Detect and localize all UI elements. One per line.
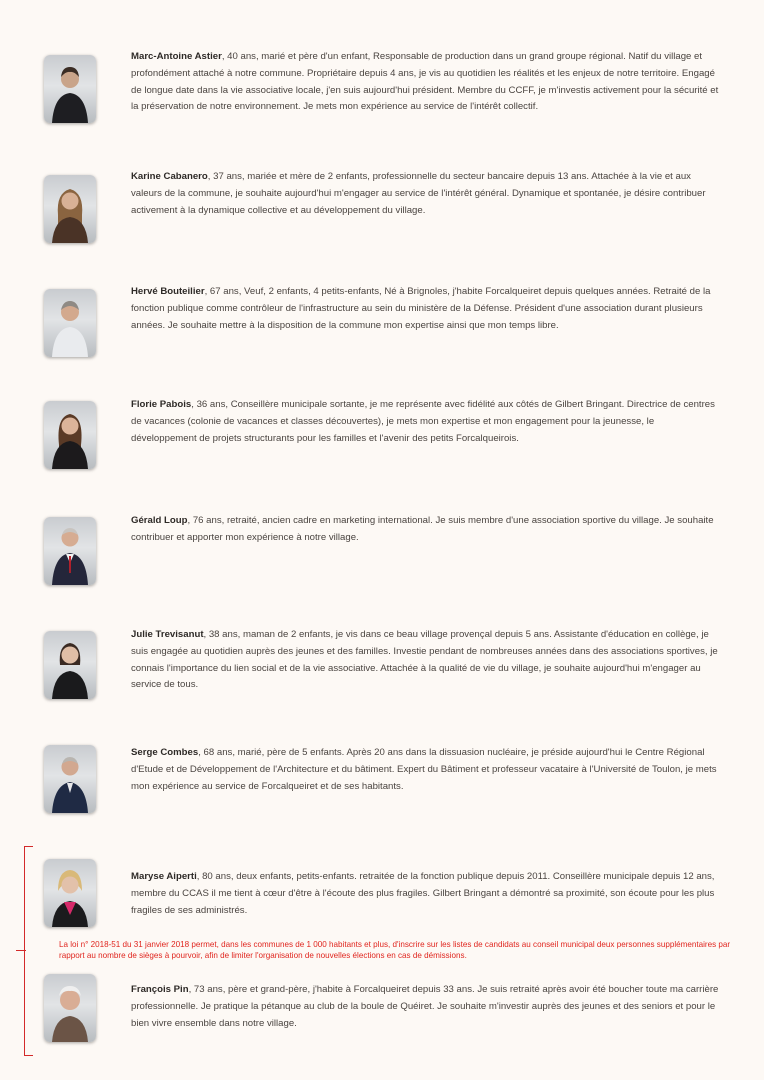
candidate-description: , 38 ans, maman de 2 enfants, je vis dans ce beau village provençal depuis 5 ans. Assistante d'éducation en collège, je suis engagée au quotidien auprès des jeunes et des familles. Investie pendant de nombreuses années dans des associations sportives, je connais l'importance du lien social et de la vie associative. Attachée à la qualité de vie du village, je souhaite aujourd'hui m'engager au service de tous.	[131, 629, 718, 691]
candidate-description: , 73 ans, père et grand-père, j'habite à Forcalqueiret depuis 33 ans. Je suis retraité après avoir été boucher toute ma carrière professionnelle. Je pratique la pétanque au club de la boule de Quéiret. Je souhaite m'investir auprès des jeunes et des seniors et pour le bien vivre ensemble dans notre village.	[131, 984, 719, 1029]
candidate-name: Marc-Antoine Astier	[131, 51, 222, 62]
candidate-bio	[131, 627, 721, 694]
portrait-photo	[44, 55, 96, 123]
portrait-photo	[44, 974, 96, 1042]
candidate-name: Florie Pabois	[131, 399, 192, 410]
candidate-description: , 67 ans, Veuf, 2 enfants, 4 petits-enfants, Né à Brignoles, j'habite Forcalqueiret depuis quelques années. Retraité de la fonction publique comme contrôleur de l'infrastructure au sein du ministère de la Défense. Président d'une association durant plusieurs années. Je souhaite mettre à la disposition de la commune mon expertise ainsi que mon temps libre.	[131, 286, 711, 331]
portrait-photo	[44, 631, 96, 699]
candidate-bio	[131, 397, 721, 447]
candidate-name: Karine Cabanero	[131, 171, 208, 182]
candidate-bio	[131, 982, 721, 1032]
candidate-bio	[131, 513, 721, 547]
portrait-photo	[44, 175, 96, 243]
candidate-bio	[131, 284, 721, 334]
candidate-description: , 68 ans, marié, père de 5 enfants. Après 20 ans dans la dissuasion nucléaire, je préside aujourd'hui le Centre Régional d'Etude et de Développement de l'Architecture et du bâtiment. Expert du Bâtiment et professeur vacataire à l'Université de Toulon, je mets mon expérience au service de Forcalqueiret et de ses habitants.	[131, 747, 717, 792]
candidate-bio	[131, 169, 721, 219]
candidate-description: , 40 ans, marié et père d'un enfant, Responsable de production dans un grand groupe régional. Natif du village et profondément attaché à notre commune. Propriétaire depuis 4 ans, je vis au quotidien les réalités et les enjeux de notre territoire. Engagé de longue date dans la vie associative locale, j'en suis aujourd'hui président. Membre du CCFF, je m'investis activement pour la sécurité et la préservation de notre environnement. Je mets mon expérience au service de l'intérêt collectif.	[131, 51, 719, 113]
candidate-name: François Pin	[131, 984, 189, 995]
candidate-bio	[131, 745, 721, 795]
candidate-name: Hervé Bouteilier	[131, 286, 205, 297]
law-note: La loi n° 2018-51 du 31 janvier 2018 permet, dans les communes de 1 000 habitants et plus, d'inscrire sur les listes de candidats au conseil municipal deux personnes supplémentaires par rapport au nombre de sièges à pourvoir, afin de limiter l'organisation de nouvelles élections en cas de démissions.	[59, 940, 731, 960]
candidate-name: Serge Combes	[131, 747, 199, 758]
red-bracket-tick	[16, 950, 26, 951]
candidate-bio	[131, 49, 721, 116]
portrait-photo	[44, 401, 96, 469]
candidate-description: , 37 ans, mariée et mère de 2 enfants, professionnelle du secteur bancaire depuis 13 ans. Attachée à la vie et aux valeurs de la commune, je souhaite aujourd'hui m'engager au service de l'intérêt général. Dynamique et spontanée, je désire contribuer activement à la dynamique collective et au développement du village.	[131, 171, 706, 216]
candidate-description: , 80 ans, deux enfants, petits-enfants. retraitée de la fonction publique depuis 2011. Conseillère municipale depuis 12 ans, membre du CCAS il me tient à cœur d'être à l'écoute des plus fragiles. Gilbert Bringant a démontré sa proximité, son écoute pour les plus fragiles de ses administrés.	[131, 871, 715, 916]
candidate-description: , 36 ans, Conseillère municipale sortante, je me représente avec fidélité aux côtés de Gilbert Bringant. Directrice de centres de vacances (colonie de vacances et classes découvertes), je mets mon expertise et mon engagement pour la jeunesse, le développement de projets structurants pour les familles et l'avenir des petits Forcalqueirois.	[131, 399, 715, 444]
candidate-description: , 76 ans, retraité, ancien cadre en marketing international. Je suis membre d'une association sportive du village. Je souhaite contribuer et apporter mon expérience à notre village.	[131, 515, 714, 543]
candidate-name: Maryse Aiperti	[131, 871, 197, 882]
candidate-name: Julie Trevisanut	[131, 629, 204, 640]
portrait-photo	[44, 859, 96, 927]
candidate-bio	[131, 869, 721, 919]
portrait-photo	[44, 517, 96, 585]
red-bracket	[24, 846, 33, 1056]
candidate-name: Gérald Loup	[131, 515, 188, 526]
portrait-photo	[44, 289, 96, 357]
portrait-photo	[44, 745, 96, 813]
